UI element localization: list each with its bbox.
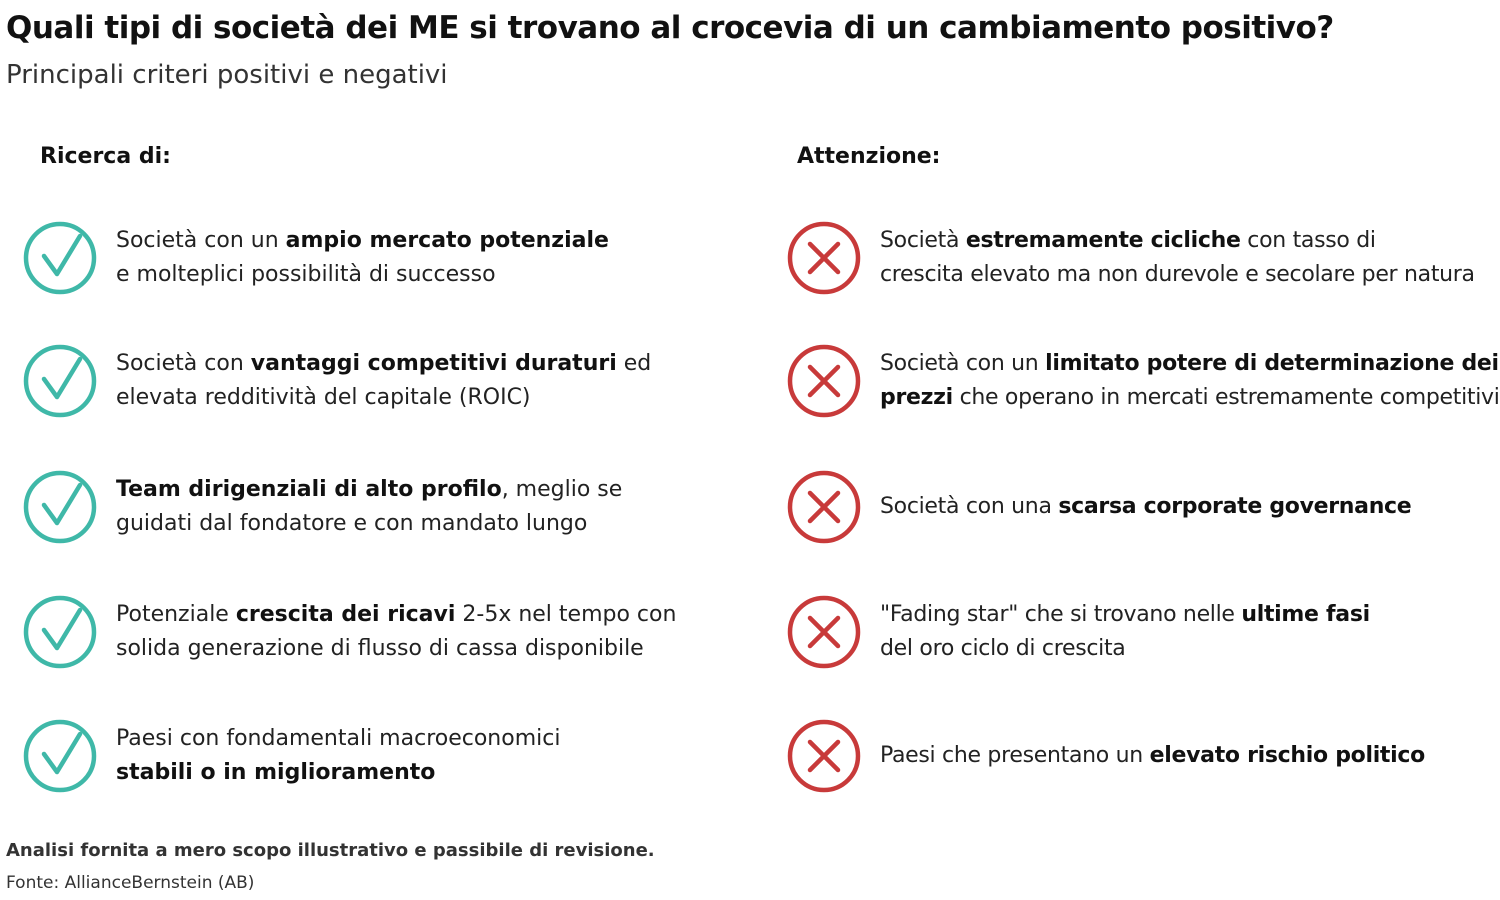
x-circle-icon [786, 343, 862, 419]
criterion-text [116, 598, 676, 666]
bold-phrase: scarsa corporate governance [1058, 494, 1412, 519]
source-note: Fonte: AllianceBernstein (AB) [6, 873, 255, 893]
text-run: Società con una [880, 494, 1059, 519]
check-circle-icon [22, 718, 98, 794]
positive-criterion [22, 343, 651, 419]
text-run: solida generazione di flusso di cassa disponibile [116, 636, 644, 661]
check-circle-icon [22, 343, 98, 419]
text-run: elevata redditività del capitale (ROIC) [116, 385, 531, 410]
criterion-text [116, 224, 609, 292]
criterion-text [116, 473, 622, 541]
text-run: crescita elevato ma non durevole e secolare per natura [880, 262, 1475, 287]
criterion-text [116, 722, 560, 790]
criterion-text [880, 224, 1475, 292]
x-circle-icon [786, 469, 862, 545]
check-circle-icon [22, 220, 98, 296]
criterion-text [116, 347, 651, 415]
check-circle-icon [22, 594, 98, 670]
heading-attenzione: Attenzione: [797, 144, 941, 169]
text-run: Società con un [116, 228, 286, 253]
check-circle-icon [22, 469, 98, 545]
negative-criterion [786, 594, 1370, 670]
criterion-text [880, 347, 1500, 415]
text-run: guidati dal fondatore e con mandato lungo [116, 511, 588, 536]
bold-phrase: vantaggi competitivi duraturi [250, 351, 617, 376]
criterion-text [880, 490, 1411, 524]
bold-phrase: prezzi [880, 385, 953, 410]
text-run: del oro ciclo di crescita [880, 636, 1126, 661]
text-run: Paesi che presentano un [880, 743, 1150, 768]
bold-phrase: crescita dei ricavi [235, 602, 456, 627]
text-run: ed [616, 351, 652, 376]
positive-criterion [22, 718, 560, 794]
negative-criterion [786, 220, 1475, 296]
bold-phrase: ampio mercato potenziale [285, 228, 609, 253]
positive-criterion [22, 594, 676, 670]
text-run: Potenziale [116, 602, 236, 627]
text-run: che operano in mercati estremamente competitivi [952, 385, 1500, 410]
negative-criterion [786, 469, 1411, 545]
text-run: e molteplici possibilità di successo [116, 262, 496, 287]
negative-criterion [786, 718, 1425, 794]
negative-criterion [786, 343, 1500, 419]
criterion-text [880, 598, 1370, 666]
page-subtitle: Principali criteri positivi e negativi [6, 60, 448, 90]
bold-phrase: stabili o in miglioramento [116, 760, 436, 785]
bold-phrase: Team dirigenziali di alto profilo [116, 477, 502, 502]
criterion-text [880, 739, 1425, 773]
positive-criterion [22, 220, 609, 296]
text-run: Società con un [880, 351, 1046, 376]
text-run: Società con [116, 351, 251, 376]
heading-ricerca: Ricerca di: [40, 144, 171, 169]
bold-phrase: estremamente cicliche [965, 228, 1241, 253]
text-run: "Fading star" che si trovano nelle [880, 602, 1242, 627]
bold-phrase: limitato potere di determinazione dei [1045, 351, 1499, 376]
bold-phrase: elevato rischio politico [1149, 743, 1425, 768]
text-run: 2-5x nel tempo con [455, 602, 677, 627]
positive-criterion [22, 469, 622, 545]
text-run: Società [880, 228, 966, 253]
text-run: con tasso di [1240, 228, 1376, 253]
x-circle-icon [786, 594, 862, 670]
text-run: , meglio se [501, 477, 623, 502]
x-circle-icon [786, 220, 862, 296]
text-run: Paesi con fondamentali macroeconomici [116, 726, 561, 751]
page-title: Quali tipi di società dei ME si trovano al crocevia di un cambiamento positivo? [6, 10, 1334, 46]
bold-phrase: ultime fasi [1241, 602, 1370, 627]
disclaimer-note: Analisi fornita a mero scopo illustrativo e passibile di revisione. [6, 840, 655, 861]
x-circle-icon [786, 718, 862, 794]
